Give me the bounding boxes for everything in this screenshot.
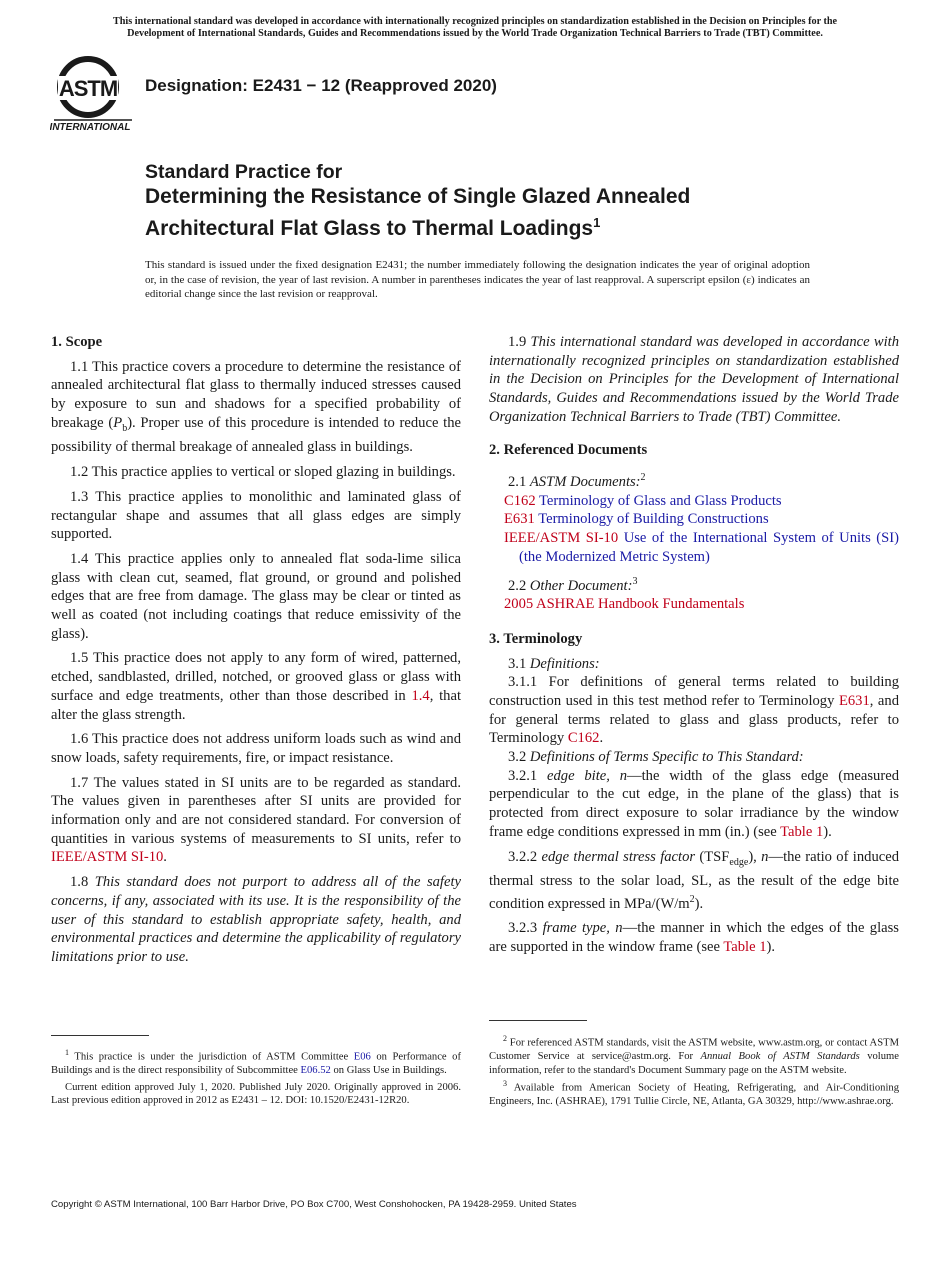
astm-logo: [50, 54, 136, 134]
ref-item-e631[interactable]: E631 Terminology of Building Constructions: [504, 511, 769, 528]
footnote-1: $^1$ This practice is under the jurisdiction of ASTM Committee E06 on Performance of Buildings and is the direct responsibility of Subcommittee E06.52 on Glass Use in Buildings.: [51, 1048, 461, 1077]
notice-line-1: This international standard was developed in accordance with internationally recognized principles on standardization established in the Decision on Principles for the: [112, 16, 838, 27]
designation: Designation: E2431 − 12 (Reapproved 2020): [145, 76, 497, 95]
issue-note: This standard is issued under the fixed designation E2431; the number immediately following the designation indicates the year of original adoption or, in the case of revision, the year of last revision. A number in parentheses indicates the year of last reapproval. A superscript epsilon (ε) indicates an editorial change since the last revision or reapproval.: [145, 259, 810, 300]
section-heading-terminology: 3. Terminology: [489, 630, 583, 647]
footnote-2: $^2$ For referenced ASTM standards, visit the ASTM website, www.astm.org, or contact ASTM Customer Service at service@astm.org. For Annual Book of ASTM Standards volume information, refer to the standard's Document Summary page on the ASTM website.: [489, 1034, 899, 1076]
section-heading-referenced-documents: 2. Referenced Documents: [489, 441, 648, 458]
paragraph-2-1: 2.1 ASTM Documents:$^2$: [508, 472, 646, 491]
document-title: [145, 160, 905, 242]
title-footnote-mark: 1: [593, 215, 601, 230]
title-line-3: Architectural Flat Glass to Thermal Loadings$^1$: [145, 215, 601, 240]
astm-logo-icon: [50, 54, 136, 134]
section-heading-scope: 1. Scope: [51, 334, 103, 350]
footnote-rule-left: [51, 1035, 149, 1036]
link-e06[interactable]: E06: [353, 1051, 371, 1063]
paragraph-1-9: 1.9 This international standard was developed in accordance with internationally recognized principles on standardization established in the Decision on Principles for the Development of International Standards, Guides and Recommendations issued by the World Trade Organization Technical Barriers to Trade (TBT) Committee.: [489, 334, 900, 425]
paragraph-3-1-1: 3.1.1 For definitions of general terms related to building construction used in this test method refer to Terminology E631, and for general terms related to glass and glass products, refer to Terminology C162.: [489, 674, 899, 747]
paragraph-3-2-2: 3.2.2 edge thermal stress factor $(TSF_{edge})$, n—the ratio of induced thermal stress to the solar load, SL, as the result of the edge bite condition expressed in MPa/$(W/m^2)$.: [489, 848, 900, 912]
paragraph-3-2-3: 3.2.3 frame type, n—the manner in which the edges of the glass are supported in the window frame (see Table 1).: [489, 920, 899, 956]
ref-item-si-10[interactable]: IEEE/ASTM SI-10 Use of the International System of Units (SI) (the Modernized Metric System): [504, 530, 899, 565]
paragraph-1-8: 1.8 This standard does not purport to address all of the safety concerns, if any, associated with its use. It is the responsibility of the user of this standard to establish appropriate safety, health, and environmental practices and determine the applicability of regulatory limitations prior to use.: [51, 874, 461, 965]
right-column: [489, 333, 899, 957]
link-e06-52[interactable]: E06.52: [300, 1065, 331, 1077]
title-line-1: Standard Practice for: [145, 161, 343, 183]
paragraph-1-2: 1.2 This practice applies to vertical or sloped glazing in buildings.: [70, 464, 456, 481]
paragraph-3-2: 3.2 Definitions of Terms Specific to This Standard:: [508, 749, 804, 766]
footnote-edition: Current edition approved July 1, 2020. Published July 2020. Originally approved in 2006. Last previous edition approved in 2012 as E2431 – 12. DOI: 10.1520/E2431-12R20.: [51, 1081, 461, 1107]
footnotes-left: [51, 1046, 461, 1108]
ref-item-ashrae[interactable]: 2005 ASHRAE Handbook Fundamentals: [504, 596, 745, 613]
copyright-footer: Copyright © ASTM International, 100 Barr Harbor Drive, PO Box C700, West Conshohocken, PA 19428-2959. United States: [51, 1199, 577, 1210]
paragraph-3-2-1: 3.2.1 edge bite, n—the width of the glass edge (measured perpendicular to the cut edge, in the plane of the glass) that is protected from direct exposure to solar irradiance by the window frame edge conditions expressed in mm (in.) (see Table 1).: [489, 767, 899, 840]
paragraph-1-6: 1.6 This practice does not address uniform loads such as wind and snow loads, safety requirements, fire, or impact resistance.: [51, 731, 461, 766]
logo-international-text: INTERNATIONAL: [50, 122, 131, 133]
paragraph-1-7: 1.7 The values stated in SI units are to be regarded as standard. The values given in parentheses after SI units are provided for information only and are not considered standard. For conversion of quantities in various systems of measurements to SI units, refer to IEEE/ASTM SI-10.: [51, 774, 461, 866]
footnotes-right: [489, 1032, 899, 1109]
paragraph-2-2: 2.2 Other Document:$^3$: [508, 575, 638, 594]
link-e631[interactable]: E631: [838, 692, 870, 709]
paragraph-1-5: 1.5 This practice does not apply to any form of wired, patterned, etched, sandblasted, drilled, notched, or grooved glass or glass with surface and edge treatments, other than those described in 1.4, that alter the glass strength.: [51, 650, 462, 723]
notice-line-2: Development of International Standards, Guides and Recommendations issued by the World Trade Organization Technical Barriers to Trade (TBT) Committee.: [127, 28, 823, 39]
link-table-1[interactable]: Table 1: [780, 823, 824, 840]
left-column: [51, 333, 461, 967]
link-ieee-astm-si-10[interactable]: IEEE/ASTM SI-10: [51, 849, 164, 866]
link-1-4[interactable]: 1.4: [411, 687, 430, 704]
top-notice: [40, 16, 910, 40]
ref-item-c162[interactable]: C162 Terminology of Glass and Glass Products: [504, 492, 782, 509]
footnote-3: $^3$ Available from American Society of Heating, Refrigerating, and Air-Conditioning Engineers, Inc. (ASHRAE), 1791 Tullie Circle, NE, Atlanta, GA 30329, http://www.ashrae.org.: [489, 1079, 899, 1108]
paragraph-3-1: 3.1 Definitions:: [508, 655, 600, 672]
link-table-1-b[interactable]: Table 1: [723, 939, 767, 956]
title-line-2: Determining the Resistance of Single Glazed Annealed: [145, 185, 691, 208]
link-c162[interactable]: C162: [567, 730, 600, 747]
footnote-rule-right: [489, 1020, 587, 1021]
paragraph-1-3: 1.3 This practice applies to monolithic and laminated glass of rectangular shape and assumes that all glass edges are simply supported.: [51, 488, 461, 543]
logo-letters: ASTM: [58, 76, 118, 101]
paragraph-1-4: 1.4 This practice applies only to annealed flat soda-lime silica glass with clean cut, seamed, flat ground, or ground and polished edges that are free from damage. The glass may be clear or tinted as well as coated (not including coatings that reduce emissivity of the glass).: [51, 550, 461, 642]
paragraph-1-1: 1.1 This practice covers a procedure to determine the resistance of annealed architectural flat glass to thermally induced stresses caused by exposure to sun and shadows for a specified probability of breakage $(P_b)$. Proper use of this procedure is intended to reduce the possibility of thermal breakage of annealed glass in buildings.: [51, 358, 461, 456]
